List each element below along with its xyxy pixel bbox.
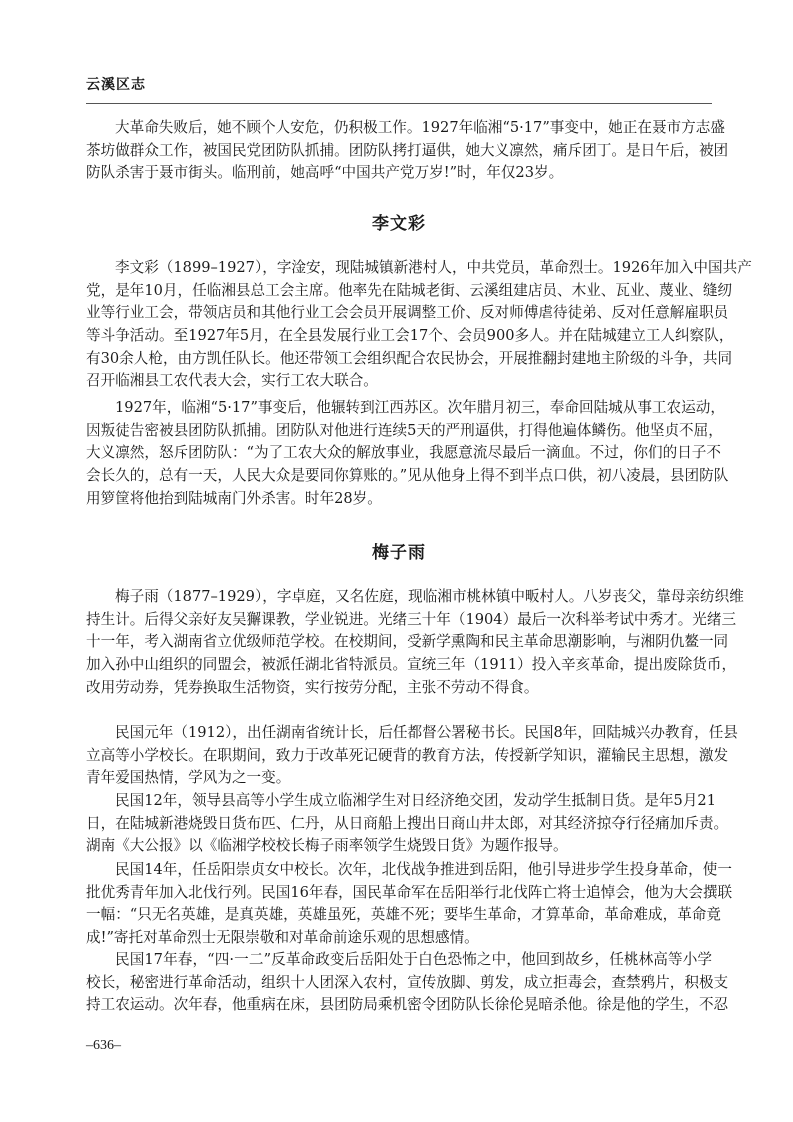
page-number: –636– [86,1038,121,1053]
text-line: 等斗争活动。至1927年5月，在全县发展行业工会17个、会员900多人。并在陆城建立工人纠察队， [86,327,734,345]
paragraph [86,790,729,858]
text-line: 大义凛然，怒斥团防队：“为了工农大众的解放事业，我愿意流尽最后一滴血。不过，你们的日子不 [86,444,721,462]
text-line: 李文彩（1899–1927），字淦安，现陆城镇新港村人，中共党员，革命烈士。1926年加入中国共产 [115,259,752,276]
text-line: 日，在陆城新港烧毁日货布匹、仁丹，从日商船上搜出日商山井太郎，对其经济掠夺行径痛加斥责。 [86,814,729,832]
text-line: 成!”寄托对革命烈士无限崇敬和对革命前途乐观的思想感情。 [86,929,479,947]
text-line: 民国14年，任岳阳崇贞女中校长。次年，北伐战争推进到岳阳，他引导进步学生投身革命，使一 [115,861,732,878]
text-line: 湖南《大公报》以《临湘学校校长梅子雨率领学生烧毁日货》为题作报导。 [86,837,568,855]
text-line: 持工农运动。次年春，他重病在床，县团防局乘机密令团防队长徐伦晃暗杀他。徐是他的学生，不忍 [86,996,729,1014]
text-line: 一幅：“只无名英雄，是真英雄，英雄虽死，英雄不死；要毕生革命，才算革命，革命难成，革命竟 [86,906,721,924]
text-line: 民国17年春，“四·一二”反革命政变后岳阳处于白色恐怖之中，他回到故乡，任桃林高等小学 [115,951,712,968]
text-line: 立高等小学校长。在职期间，致力于改革死记硬背的教育方法，传授新学知识，灌输民主思想，激发 [86,746,729,764]
section-heading: 梅子雨 [372,543,426,563]
text-line: 民国12年，领导县高等小学生成立临湘学生对日经济绝交团，发动学生抵制日货。是年5月21 [115,792,716,809]
text-line: 1927年，临湘“5·17”事变后，他辗转到江西苏区。次年腊月初三，奉命回陆城从事工农运动， [115,399,725,416]
text-line: 用箩筐将他抬到陆城南门外杀害。时年28岁。 [86,489,382,507]
text-line: 防队杀害于聂市街头。临刑前，她高呼“中国共产党万岁!”时，年仅23岁。 [86,164,564,182]
text-line: 校长，秘密进行革命活动，组织十人团深入农村，宣传放脚、剪发，成立拒毒会，查禁鸦片，积极支 [86,973,729,991]
paragraph [86,949,729,1017]
paragraph [86,859,733,950]
text-line: 大革命失败后，她不顾个人安危，仍积极工作。1927年临湘“5·17”事变中，她正在聂市方志盛 [115,119,725,136]
header-rule [86,103,712,104]
text-line: 茶坊做群众工作，被国民党团防队抓捕。团防队拷打逼供，她大义凛然，痛斥团丁。是日午后，被团 [86,141,729,159]
text-line: 改用劳动券，凭券换取生活物资，实行按劳分配，主张不劳动不得食。 [86,678,539,696]
text-line: 会长久的，总有一天，人民大众是要同你算账的。”见从他身上得不到半点口供，初八凌晨，县团防队 [86,467,729,485]
running-header-title: 云溪区志 [86,77,146,93]
paragraph [86,586,744,699]
text-line: 业等行业工会，带领店员和其他行业工会会员开展调整工价、反对师傅虐待徒弟、反对任意解雇职员 [86,304,729,322]
text-line: 有30余人枪，由方凯任队长。他还带领工会组织配合农民协会，开展推翻封建地主阶级的斗争，共同 [86,349,733,367]
paragraph [86,397,729,510]
text-line: 批优秀青年加入北伐行列。民国16年春，国民革命军在岳阳举行北伐阵亡将士追悼会，他为大会撰联 [86,883,733,901]
text-line: 民国元年（1912），出任湖南省统计长，后任都督公署秘书长。民国8年，回陆城兴办教育，任县 [115,724,738,741]
section-heading: 李文彩 [372,214,426,234]
text-line: 召开临湘县工农代表大会，实行工农大联合。 [86,372,378,390]
text-line: 青年爱国热情，学风为之一变。 [86,769,291,787]
paragraph [86,257,752,393]
text-line: 因叛徒告密被县团防队抓捕。团防队对他进行连续5天的严刑逼供，打得他遍体鳞伤。他坚贞不屈， [86,421,723,439]
text-line: 持生计。后得父亲好友吴獬课教，学业锐进。光绪三十年（1904）最后一次科举考试中秀才。光绪三 [86,610,737,628]
text-line: 加入孙中山组织的同盟会，被派任湖北省特派员。宣统三年（1911）投入辛亥革命，提出废除货币， [86,656,737,674]
paragraph [86,117,729,185]
text-line: 十一年，考入湖南省立优级师范学校。在校期间，受新学熏陶和民主革命思潮影响，与湘阴仇鳌一同 [86,633,729,651]
paragraph [86,722,738,790]
text-line: 党，是年10月，任临湘县总工会主席。他率先在陆城老街、云溪组建店员、木业、瓦业、蔑业、缝纫 [86,281,733,299]
text-line: 梅子雨（1877–1929），字卓庭，又名佐庭，现临湘市桃林镇中畈村人。八岁丧父，靠母亲纺织维 [115,588,744,605]
